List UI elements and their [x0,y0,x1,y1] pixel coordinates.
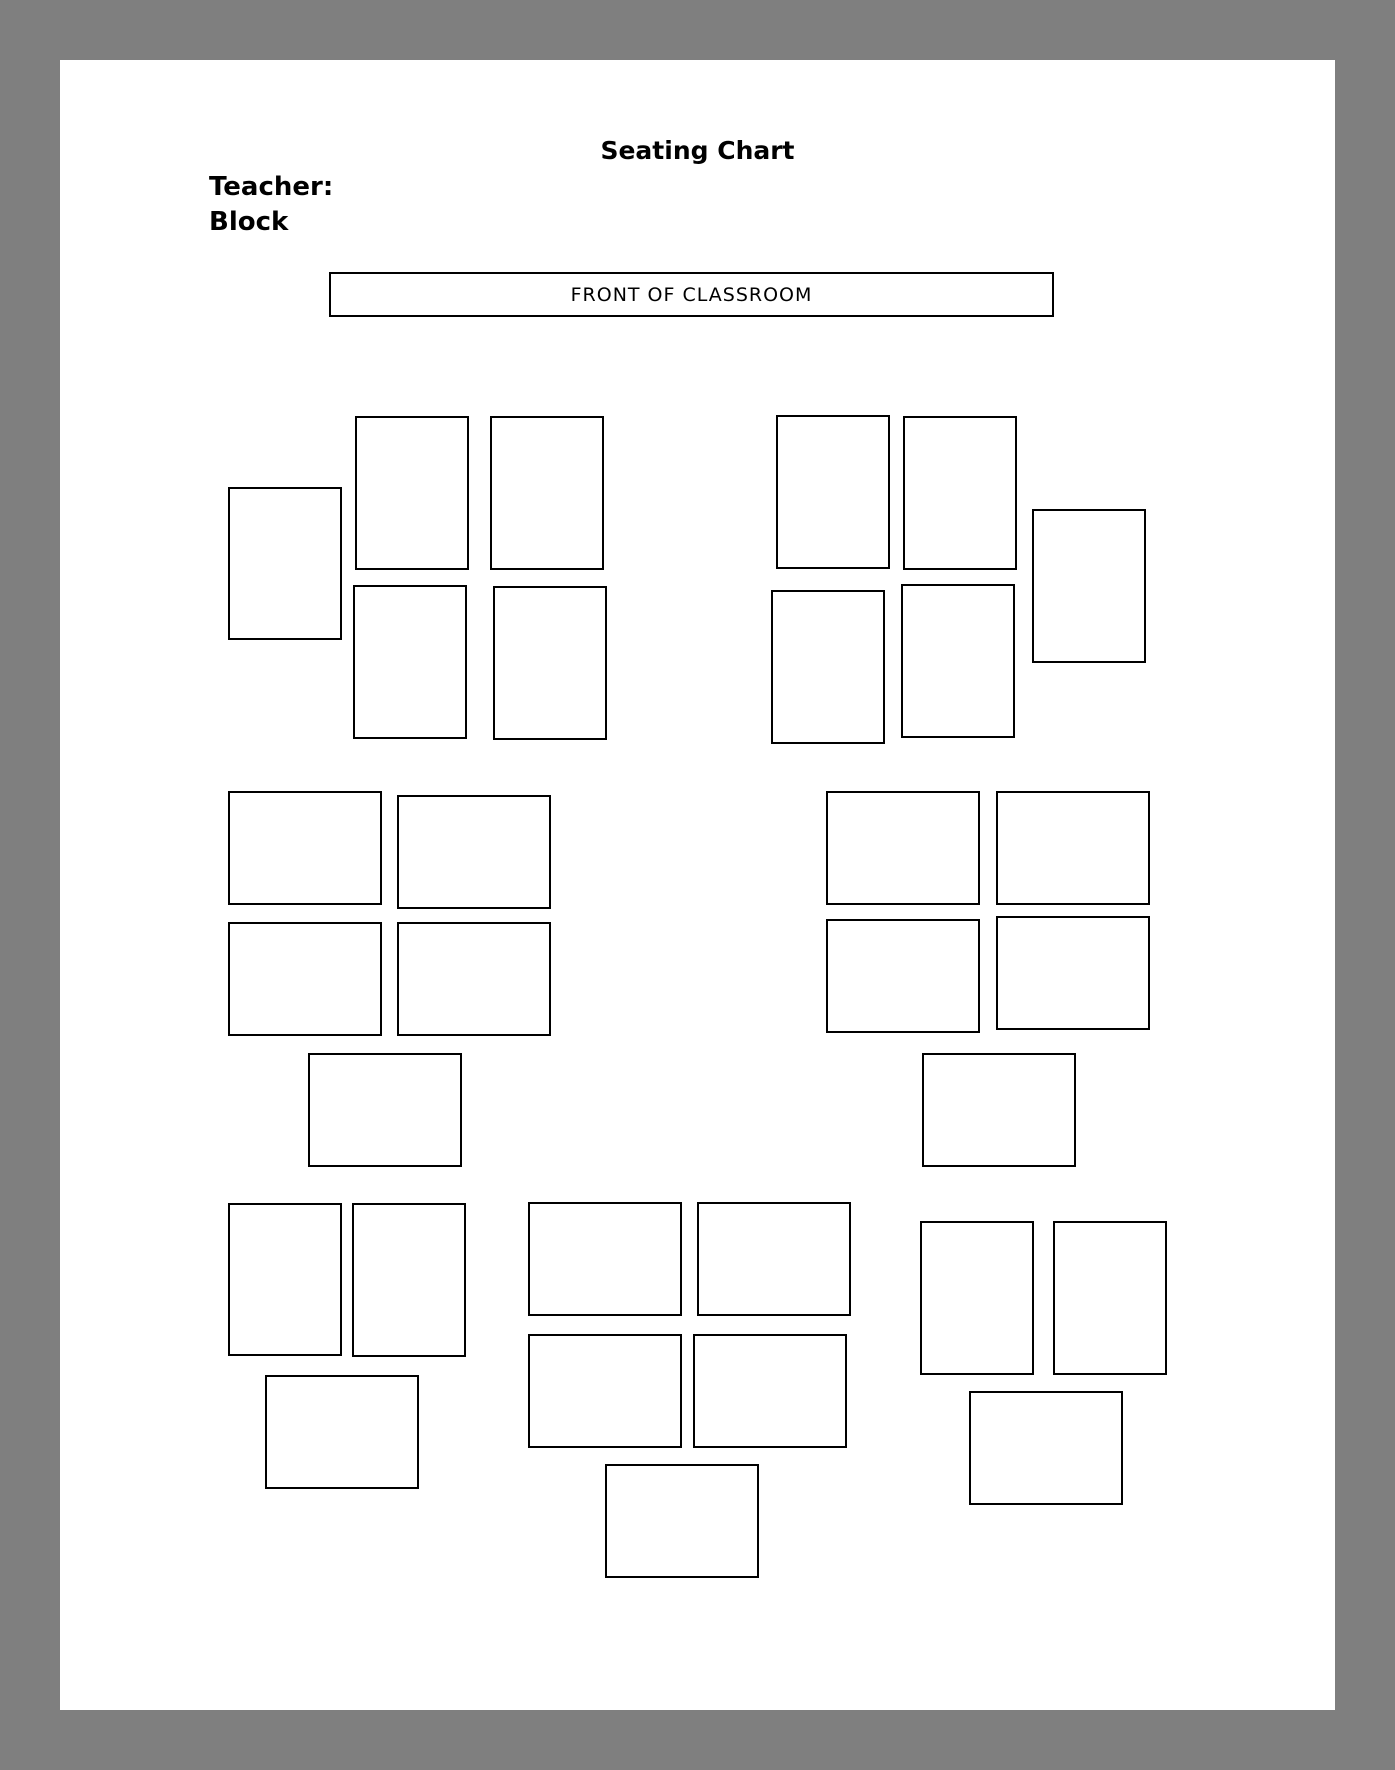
block-label: Block [209,207,289,237]
desk [903,416,1017,570]
desk [490,416,604,570]
desk [969,1391,1123,1505]
desk [697,1202,851,1316]
desk [228,487,342,640]
desk [308,1053,462,1167]
desk [826,791,980,905]
front-of-classroom-box [329,272,1054,317]
desk [352,1203,466,1357]
desk [397,922,551,1036]
desk [493,586,607,740]
desk [228,922,382,1036]
desk [265,1375,419,1489]
front-of-classroom-label: FRONT OF CLASSROOM [570,283,813,306]
desk [228,1203,342,1356]
desk [920,1221,1034,1375]
desk [901,584,1015,738]
desk [826,919,980,1033]
desk [693,1334,847,1448]
desk [1053,1221,1167,1375]
desk [355,416,469,570]
desk [605,1464,759,1578]
desk [353,585,467,739]
desk [528,1334,682,1448]
document-page [60,60,1335,1710]
desk [528,1202,682,1316]
desk [996,791,1150,905]
desk [397,795,551,909]
desk [996,916,1150,1030]
desk [922,1053,1076,1167]
page-title: Seating Chart [600,136,795,165]
desk [776,415,890,569]
desk [1032,509,1146,663]
teacher-label: Teacher: [209,172,334,202]
desk [228,791,382,905]
desk [771,590,885,744]
